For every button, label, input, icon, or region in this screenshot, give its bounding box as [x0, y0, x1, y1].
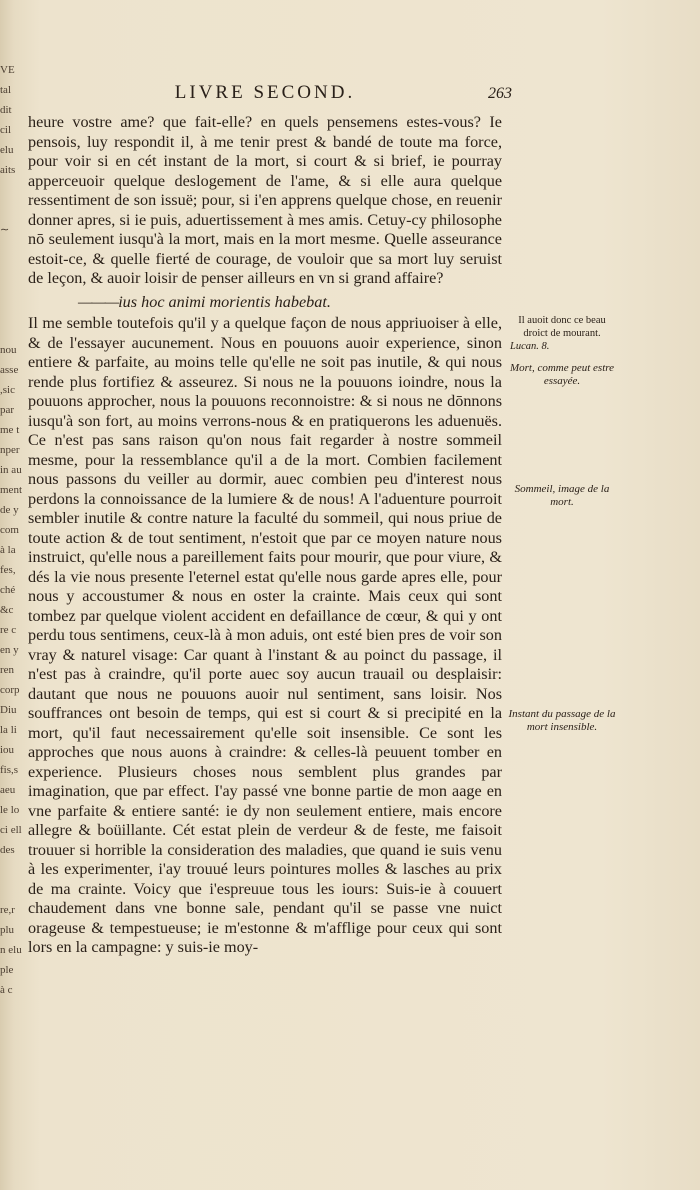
gutter-fragment: com	[0, 524, 19, 536]
gutter-fragment	[0, 300, 18, 320]
main-text-column	[28, 113, 502, 958]
gutter-fragment: re,r	[0, 904, 15, 916]
gutter-fragment: in au	[0, 464, 22, 476]
gutter-fragment	[0, 200, 18, 220]
margin-note-sommeil: Sommeil, image de la mort.	[514, 483, 610, 508]
gutter-fragment: nou	[0, 344, 17, 356]
latin-quotation	[28, 293, 502, 313]
gutter-fragment: re c	[0, 624, 17, 636]
gutter-fragment: aits	[0, 164, 16, 176]
gutter-fragment: Diu	[0, 704, 17, 716]
gutter-fragment: ment	[0, 484, 22, 496]
gutter-fragment: ∼	[0, 224, 10, 236]
gutter-fragment: tal	[0, 84, 11, 96]
gutter-fragment: asse	[0, 364, 19, 376]
gutter-fragment: dit	[0, 104, 12, 116]
gutter-fragment: ren	[0, 664, 15, 676]
margin-note-beau-droict	[506, 314, 618, 353]
gutter-fragment	[0, 240, 18, 260]
gutter-fragment: ci ell	[0, 824, 22, 836]
gutter-fragment	[0, 280, 18, 300]
gutter-fragment	[0, 180, 18, 200]
gutter-fragment: par	[0, 404, 15, 416]
paragraph-2: Il me semble toutefois qu'il y a quelque façon de nous appriuoiser à elle, & de l'essayer aucunement. Nous en pouuons auoir experience, sinon entiere & parfaite, au moins telle qu'elle ne soit pas inutile, & qui nous rende plus fortifiez & asseurez. Si nous ne la pouuons ioindre, nous la pouuons approcher, nous la pouuons reconnoistre: & si nous ne dōnnons iusqu'à son fort, au moins verrons-nous & en pratiquerons les aduenuës. Ce n'est pas sans raison qu'on nous fait regarder à nostre sommeil mesme, pour la ressemblance qu'il a de la mort. Combien facilement nous passons du veiller au dormir, auec combien peu d'interest nous perdons la connoissance de la lumiere & de nous! A l'aduenture pourroit sembler inutile & contre nature la faculté du sommeil, qui nous priue de toute action & de tout sentiment, n'estoit que par ce moyen nature nous instruict, qu'elle nous a pareillement faits pour mourir, que pour viure, & dés la vie nous presente l'eternel estat qu'elle nous garde apres elle, pour nous y accoustumer & nous en oster la crainte. Mais ceux qui sont tombez par quelque violent accident en defaillance de cœur, & qui y ont perdu tous sentimens, ceux-là à mon aduis, ont esté bien pres de voir son vray & naturel visage: Car quant à l'instant & au poinct du passage, il n'est pas à craindre, qu'il porte auec soy aucun trauail ou desplaisir: dautant que nous ne pouuons auoir nul sentiment, sans loisir. Nos souffrances ont besoin de temps, qui est si court & si precipité en la mort, qu'il faut necessairement qu'elle soit insensible. Ce sont les approches que nous auons à craindre: & celles-là peuuent tomber en experience. Plusieurs choses nous semblent plus grandes par imagination, que par effect. I'ay passé vne bonne partie de mon aage en vne parfaite & entiere santé: ie dy non seulement entiere, mais encore allegre & boüillante. Cét estat plein de verdeur & de feste, me faisoit trouuer si horrible la consideration des maladies, que quand ie suis venu à les experimenter, i'ay trouué leurs pointures molles & lasches au prix de ma crainte. Voicy que i'espreuue tous les iours: Suis-ie à couuert chaudement dans vne bonne sale, pendant qu'il se passe vne nuict orageuse & tempestueuse; ie m'estonne & m'afflige pour ceux qui sont lors en la campagne: y suis-ie moy-	[28, 314, 502, 956]
gutter-fragment: à la	[0, 544, 16, 556]
gutter-fragment: de y	[0, 504, 19, 516]
gutter-fragment	[0, 880, 18, 900]
running-head	[0, 82, 700, 106]
gutter-fragment: me t	[0, 424, 20, 436]
gutter-fragment: VE	[0, 64, 15, 76]
gutter-fragment: à c	[0, 984, 13, 996]
gutter-fragment: corp	[0, 684, 20, 696]
gutter-fragment: plu	[0, 924, 15, 936]
margin-note-instant-passage: Instant du passage de la mort insensible.	[508, 708, 616, 733]
gutter-fragment: cil	[0, 124, 11, 136]
gutter-fragment: des	[0, 844, 15, 856]
running-title: LIVRE SECOND.	[174, 82, 356, 103]
gutter-fragment: ple	[0, 964, 14, 976]
margin-note-1-source: Lucan. 8.	[510, 341, 550, 352]
gutter-fragment	[0, 860, 18, 880]
facing-page-gutter	[0, 60, 22, 1040]
gutter-fragment: aeu	[0, 784, 16, 796]
gutter-fragment: fis,s	[0, 764, 19, 776]
gutter-fragment: elu	[0, 144, 14, 156]
quote-dash: ———	[78, 292, 119, 311]
margin-note-mort-essayee: Mort, comme peut estre essayée.	[509, 362, 615, 387]
gutter-fragment: n elu	[0, 944, 22, 956]
gutter-fragment: iou	[0, 744, 15, 756]
margin-note-1-text: Il auoit donc ce beau droict de mourant.	[518, 315, 606, 339]
gutter-fragment: le lo	[0, 804, 20, 816]
gutter-fragment: ,sic	[0, 384, 15, 396]
paragraph-1: heure vostre ame? que fait-elle? en quels pensemens estes-vous? Ie pensois, luy respondit il, à me tenir prest & bandé de toute ma force, pour voir si en cét instant de la mort, si court & si brief, ie pourray apperceuoir quelque deslogement de l'ame, & si elle aura quelque ressentiment de son issuë; pour, si i'en apprens quelque chose, en reuenir donner apres, si ie puis, aduertissement à mes amis. Cetuy-cy philosophe nō seulement iusqu'à la mort, mais en la mort mesme. Quelle asseurance estoit-ce, & quelle fierté de courage, de vouloir que sa mort luy seruist de leçon, & auoir loisir de penser ailleurs en vn si grand affaire?	[28, 113, 502, 287]
gutter-fragment: nper	[0, 444, 20, 456]
page-number: 263	[488, 85, 512, 102]
gutter-fragment	[0, 260, 18, 280]
gutter-fragment: en y	[0, 644, 19, 656]
quote-text: ius hoc animi morientis habebat.	[118, 292, 331, 311]
gutter-fragment: la li	[0, 724, 17, 736]
gutter-fragment: fes,	[0, 564, 16, 576]
gutter-fragment	[0, 320, 18, 340]
gutter-fragment: ché	[0, 584, 16, 596]
gutter-fragment: &c	[0, 604, 14, 616]
